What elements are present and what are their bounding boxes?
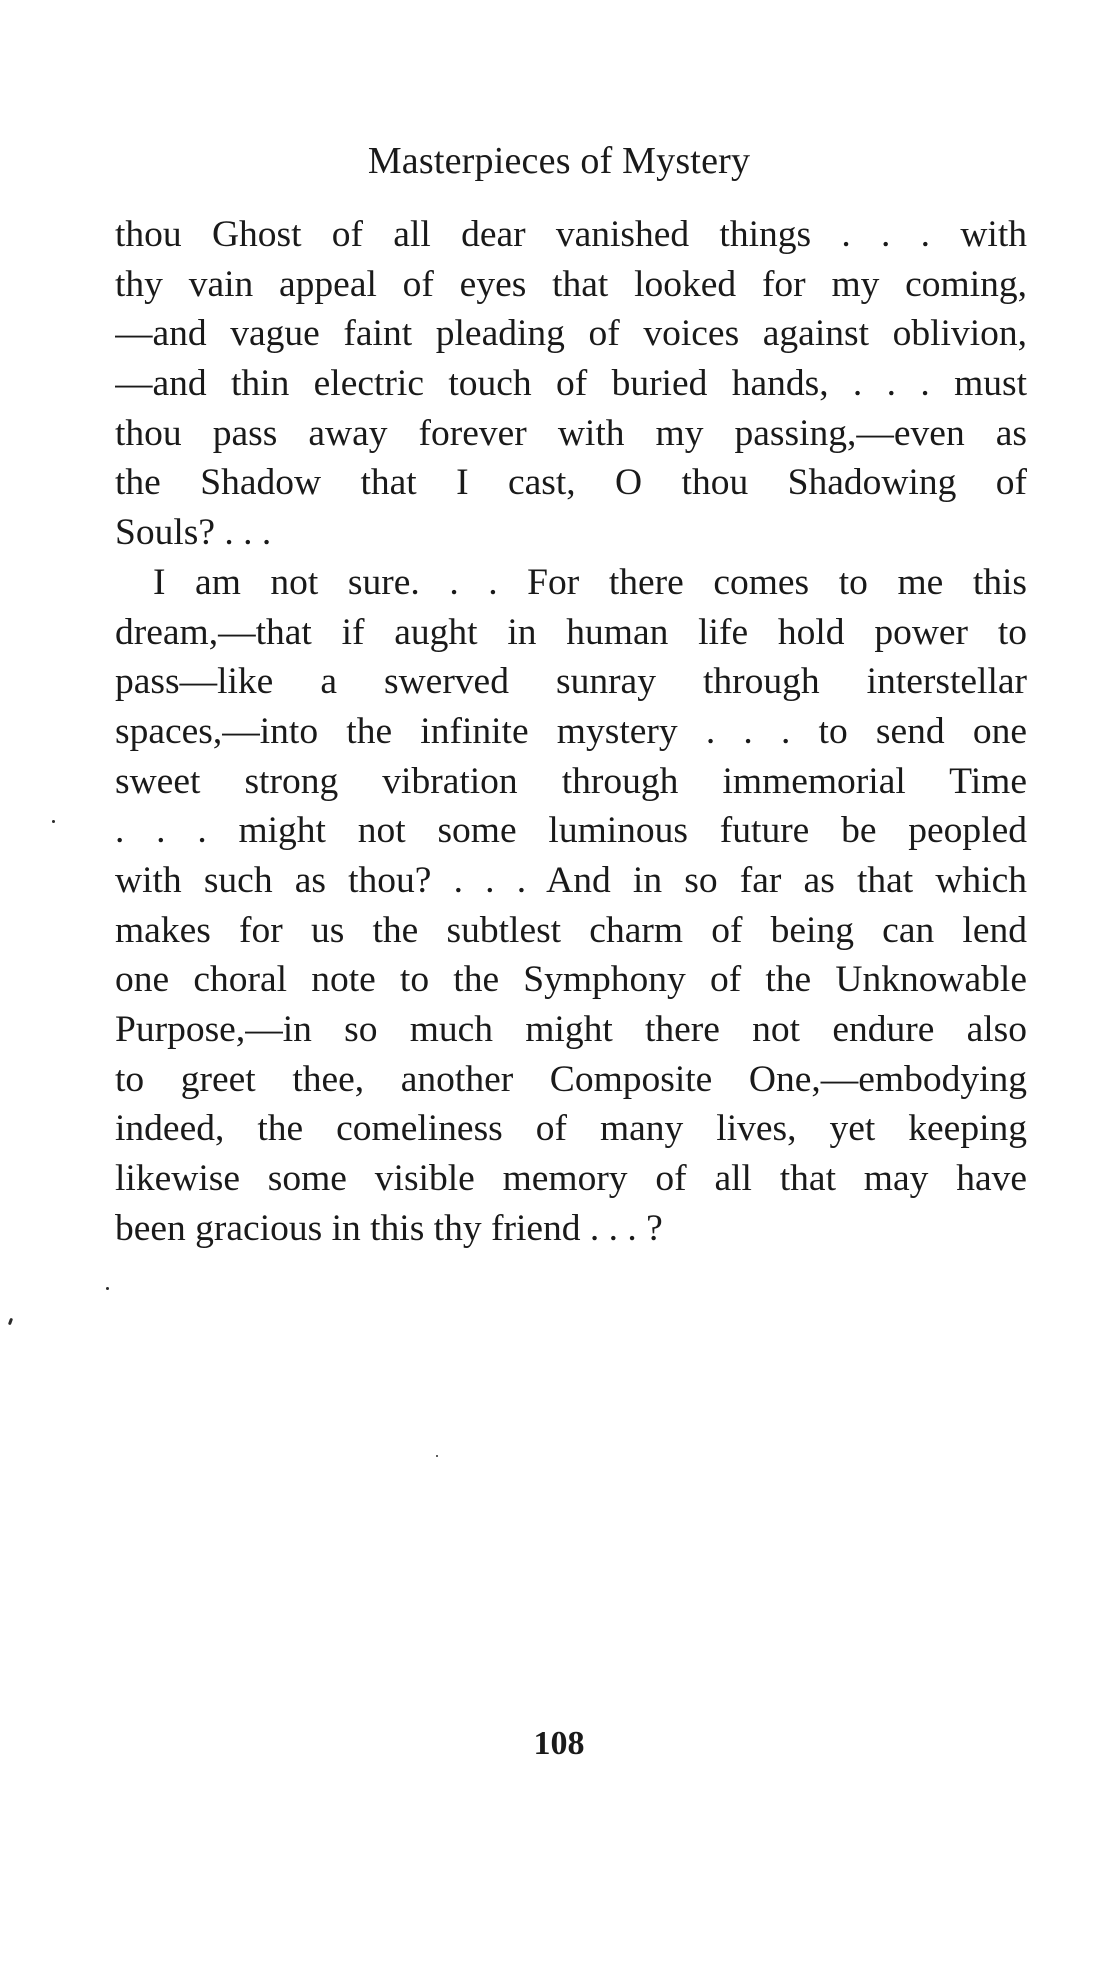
page-number: 108 [533,1725,585,1762]
text-line: Souls? . . . [115,512,272,554]
text-line: with such as thou? . . . And in so far as that which [115,859,1027,901]
text-line: to greet thee, another Composite One,—embodying [115,1058,1027,1100]
text-line: dream,—that if aught in human life hold power to [115,611,1027,653]
text-line: been gracious in this thy friend . . . ? [115,1207,663,1249]
body-text [115,210,1027,1253]
paragraph [115,210,1027,558]
text-line: the Shadow that I cast, O thou Shadowing of [115,462,1027,504]
text-line: . . . might not some luminous future be peopled [115,810,1027,852]
scan-speck [8,1318,13,1326]
text-line: thy vain appeal of eyes that looked for my coming, [115,263,1027,305]
scan-speck [106,1287,109,1290]
text-line: spaces,—into the infinite mystery . . . to send one [115,710,1027,752]
text-line: —and vague faint pleading of voices against oblivion, [115,313,1027,355]
text-line: sweet strong vibration through immemorial Time [115,760,1027,802]
text-line: thou Ghost of all dear vanished things . . . with [115,214,1027,255]
scan-speck [52,820,55,823]
text-line: pass—like a swerved sunray through interstellar [115,661,1027,703]
text-line: one choral note to the Symphony of the Unknowable [115,959,1027,1001]
scan-speck [436,1455,438,1457]
running-head: Masterpieces of Mystery [367,140,751,182]
text-line: indeed, the comeliness of many lives, yet keeping [115,1108,1027,1150]
text-line: likewise some visible memory of all that may have [115,1158,1027,1200]
text-line: —and thin electric touch of buried hands, . . . must [115,363,1027,405]
paragraph [115,558,1027,1254]
text-line: thou pass away forever with my passing,—even as [115,412,1027,454]
text-line: makes for us the subtlest charm of being can lend [115,909,1027,951]
text-line: Purpose,—in so much might there not endure also [115,1009,1027,1050]
text-line: I am not sure. . . For there comes to me this [153,561,1027,603]
